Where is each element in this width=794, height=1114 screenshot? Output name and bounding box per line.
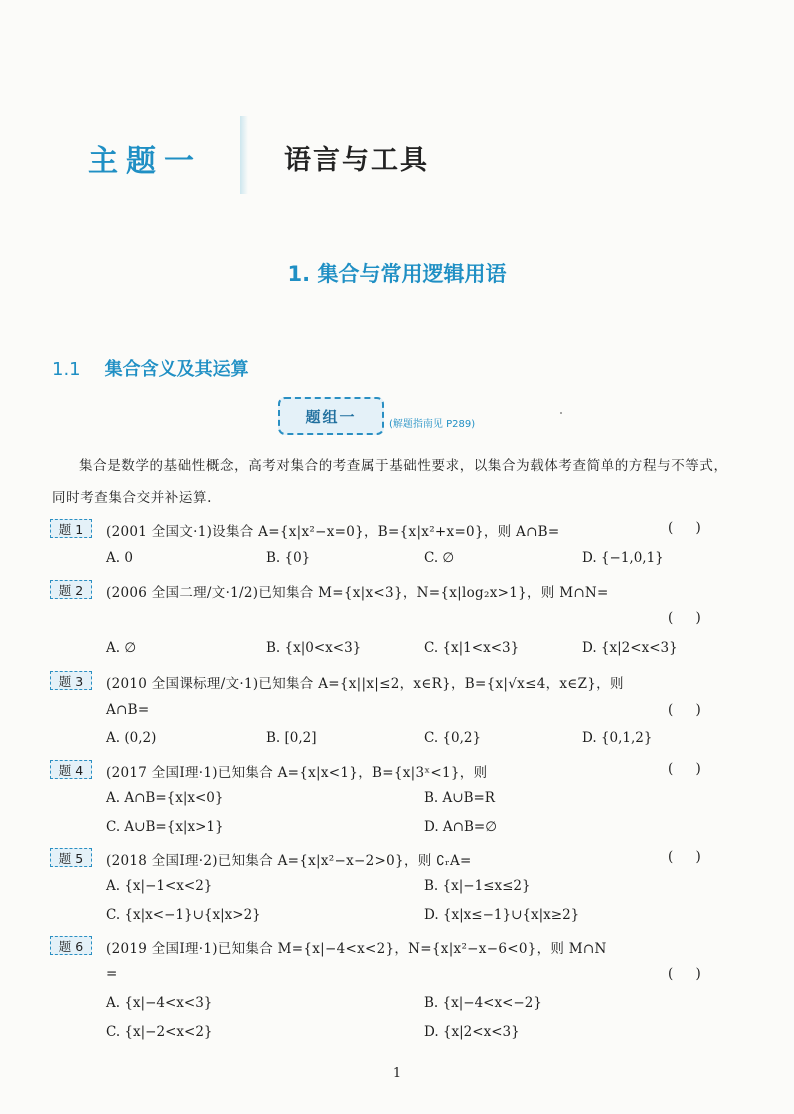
question-tag: 题 2 xyxy=(50,580,92,599)
question-stem: (2006 全国二理/文·1/2)已知集合 M={x|x<3}，N={x|log₂x>1}，则 M∩N= xyxy=(106,585,609,601)
option-a: A. 0 xyxy=(106,550,133,566)
answer-blank: ( ) xyxy=(668,610,701,626)
section-heading xyxy=(52,355,249,381)
question-tag: 题 3 xyxy=(50,671,92,690)
question-5 xyxy=(50,848,92,867)
option-d: D. {0,1,2} xyxy=(582,730,653,746)
answer-blank: ( ) xyxy=(668,520,701,536)
question-1 xyxy=(50,519,92,538)
option-c: C. {x|1<x<3} xyxy=(424,640,520,656)
question-stem: (2018 全国Ⅰ理·2)已知集合 A={x|x²−x−2>0}，则 ∁ᵣA= xyxy=(106,853,472,869)
question-4 xyxy=(50,760,92,779)
option-c: C. {x|−2<x<2} xyxy=(106,1024,213,1040)
option-b: B. {x|−4<x<−2} xyxy=(424,995,542,1011)
scan-speck xyxy=(560,412,562,414)
question-tag: 题 4 xyxy=(50,760,92,779)
option-a: A. {x|−1<x<2} xyxy=(106,878,213,894)
option-d: D. {x|x≤−1}∪{x|x≥2} xyxy=(424,907,580,923)
question-3 xyxy=(50,671,92,690)
question-stem: (2001 全国文·1)设集合 A={x|x²−x=0}，B={x|x²+x=0}，则 A∩B= xyxy=(106,524,560,540)
question-6 xyxy=(50,936,92,955)
question-tag: 题 5 xyxy=(50,848,92,867)
option-a: A. (0,2) xyxy=(106,730,157,746)
question-stem: (2010 全国课标理/文·1)已知集合 A={x||x|≤2，x∈R}，B={x|√x≤4，x∈Z}，则 xyxy=(106,676,624,692)
option-c: C. ∅ xyxy=(424,550,455,566)
option-c: C. {0,2} xyxy=(424,730,482,746)
answer-blank: ( ) xyxy=(668,702,701,718)
question-stem-continued: A∩B= xyxy=(106,702,150,718)
answer-blank: ( ) xyxy=(668,966,701,982)
answer-blank: ( ) xyxy=(668,761,701,777)
option-d: D. A∩B=∅ xyxy=(424,819,497,835)
option-d: D. {−1,0,1} xyxy=(582,550,664,566)
question-tag: 题 1 xyxy=(50,519,92,538)
question-2 xyxy=(50,580,92,599)
page-number: 1 xyxy=(392,1066,402,1081)
question-stem: (2017 全国Ⅰ理·1)已知集合 A={x|x<1}，B={x|3ˣ<1}，则 xyxy=(106,765,488,781)
option-a: A. A∩B={x|x<0} xyxy=(106,790,224,806)
option-d: D. {x|2<x<3} xyxy=(424,1024,520,1040)
option-b: B. {0} xyxy=(266,550,311,566)
topic-number: 主题一 xyxy=(88,144,202,179)
option-d: D. {x|2<x<3} xyxy=(582,640,678,656)
section-title: 集合含义及其运算 xyxy=(104,359,249,380)
topic-banner-decoration xyxy=(240,116,248,194)
option-c: C. A∪B={x|x>1} xyxy=(106,819,224,835)
question-tag: 题 6 xyxy=(50,936,92,955)
group-note: (解题指南见 P289) xyxy=(389,419,476,430)
answer-blank: ( ) xyxy=(668,849,701,865)
option-a: A. ∅ xyxy=(106,640,137,656)
option-c: C. {x|x<−1}∪{x|x>2} xyxy=(106,907,261,923)
option-b: B. [0,2] xyxy=(266,730,317,746)
option-b: B. {x|0<x<3} xyxy=(266,640,362,656)
section-number: 1.1 xyxy=(52,359,81,380)
option-b: B. A∪B=R xyxy=(424,790,495,806)
group-label: 题组一 xyxy=(305,407,357,426)
option-a: A. {x|−4<x<3} xyxy=(106,995,213,1011)
intro-paragraph: 集合是数学的基础性概念，高考对集合的考查属于基础性要求，以集合为载体考查简单的方程与不等式，同时考查集合交并补运算. xyxy=(52,458,728,506)
question-stem: (2019 全国Ⅰ理·1)已知集合 M={x|−4<x<2}，N={x|x²−x−6<0}，则 M∩N xyxy=(106,941,607,957)
chapter-title: 1. 集合与常用逻辑用语 xyxy=(287,262,507,286)
group-label-box xyxy=(278,397,384,435)
topic-title: 语言与工具 xyxy=(284,145,429,176)
question-stem-continued: = xyxy=(106,966,118,982)
option-b: B. {x|−1≤x≤2} xyxy=(424,878,531,894)
